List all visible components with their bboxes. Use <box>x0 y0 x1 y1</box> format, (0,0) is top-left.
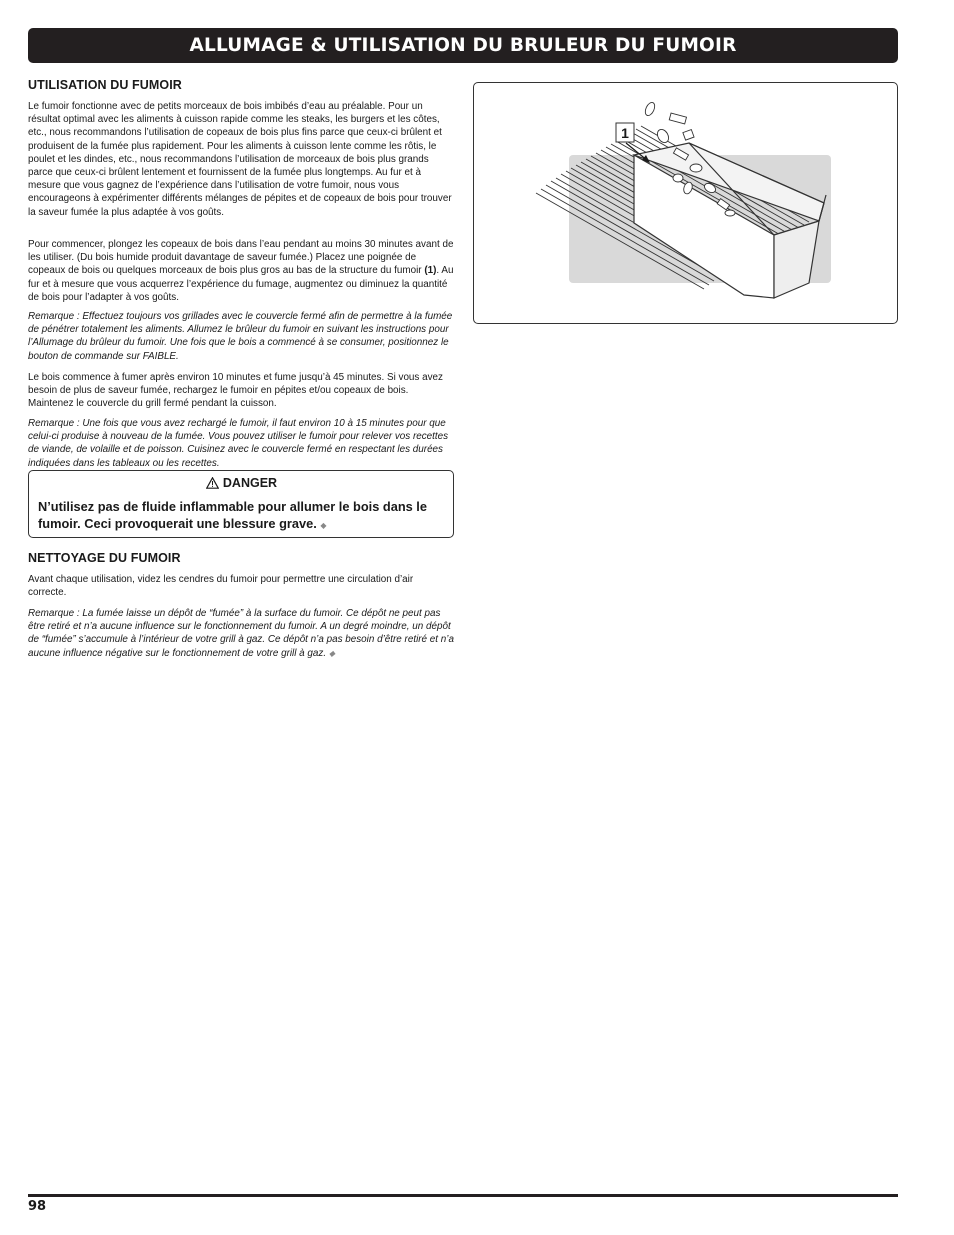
page-title: ALLUMAGE & UTILISATION DU BRULEUR DU FUMOIR <box>189 35 737 56</box>
danger-warning-box <box>28 470 454 538</box>
figure-frame <box>473 82 898 324</box>
page-number: 98 <box>28 1199 47 1214</box>
warning-triangle-icon <box>206 477 219 489</box>
smoker-box-illustration <box>474 83 898 324</box>
utilisation-paragraph-3: Le bois commence à fumer après environ 10 minutes et fume jusqu’à 45 minutes. Si vous avez besoin de plus de saveur fumée, rechargez le fumoir en pépites et/ou copeaux de bois. Maintenez le couvercle du grill fermé pendant la cuisson. <box>28 372 443 410</box>
end-mark-diamond-icon: ◆ <box>328 648 335 658</box>
section-heading-utilisation: UTILISATION DU FUMOIR <box>28 78 182 92</box>
utilisation-paragraph-2 <box>28 238 454 304</box>
nettoyage-note-text: Remarque : La fumée laisse un dépôt de “fumée” à la surface du fumoir. Ce dépôt ne peut pas être retiré et n’a aucune influence sur le fonctionnement du fumoir. A un degré moindre, un dépôt de “fumée” s’accumule à l’intérieur de votre grill à gaz. Ce dépôt n’a pas besoin d’être retiré et n’a aucune influence négative sur le fonctionnement de votre grill à gaz. <box>28 608 454 659</box>
p2-text-a: Pour commencer, plongez les copeaux de bois dans l’eau pendant au moins 30 minutes avant de les utiliser. (Du bois humide produit davantage de saveur fumée.) Placez une poignée de copeaux de bois ou quelques morceaux de bois plus gros au bas de la structure du fumoir <box>28 239 454 277</box>
section-heading-nettoyage: NETTOYAGE DU FUMOIR <box>28 551 181 565</box>
end-mark-diamond-icon: ◆ <box>320 521 327 530</box>
figure-reference: (1) <box>424 265 437 277</box>
page-title-bar <box>28 28 898 63</box>
nettoyage-note <box>28 607 454 660</box>
danger-text <box>38 498 445 534</box>
danger-message: N’utilisez pas de fluide inflammable pour allumer le bois dans le fumoir. Ceci provoquerait une blessure grave. <box>38 499 427 531</box>
utilisation-note-1: Remarque : Effectuez toujours vos grillades avec le couvercle fermé afin de permettre à la fumée de pénétrer totalement les aliments. Allumez le brûleur du fumoir en suivant les instructions pour l’Allumage du brûleur du fumoir. Une fois que le bois a commencé à se consumer, positionnez le bouton de commande sur FAIBLE. <box>28 311 453 362</box>
danger-label: DANGER <box>222 476 278 490</box>
danger-heading <box>38 476 445 490</box>
p2-text-b: . Au fur et à mesure que vous acquerrez l’expérience du fumage, augmentez ou diminuez la quantité de bois pour l’adapter à vos goûts. <box>28 265 454 303</box>
footer-rule <box>28 1194 898 1197</box>
utilisation-paragraph-1: Le fumoir fonctionne avec de petits morceaux de bois imbibés d’eau au préalable. Pour un résultat optimal avec les aliments à cuisson rapide comme les steaks, les burgers et les côtes, etc., nous recommandons l’utilisation de copeaux de bois plus fins parce que ceux-ci brûlent et produisent de la fumée plus rapidement. Pour les aliments à cuisson lente comme les rôtis, le poulet et les dindes, etc., nous recommandons l’utilisation de morceaux de bois plus grands parce que ceux-ci brûlent lentement et fournissent de la fumée plus longtemps. Au fur et à mesure que vous gagnez de l’expérience dans l’utilisation de votre fumoir, nous vous encourageons à expérimenter différents mélanges de pépites et de copeaux de bois pour trouver la saveur fumée la plus adaptée à vos goûts. <box>28 101 452 218</box>
callout-number: 1 <box>621 125 629 141</box>
nettoyage-paragraph-1: Avant chaque utilisation, videz les cendres du fumoir pour permettre une circulation d’air correcte. <box>28 574 414 599</box>
utilisation-note-2: Remarque : Une fois que vous avez rechargé le fumoir, il faut environ 10 à 15 minutes pour que celui-ci produise à nouveau de la fumée. Vous pouvez utiliser le fumoir pour relever vos recettes de viande, de volaille et de poisson. Cuisinez avec le couvercle fermé en respectant les durées indiquées dans les tableaux ou les recettes. <box>28 418 449 469</box>
